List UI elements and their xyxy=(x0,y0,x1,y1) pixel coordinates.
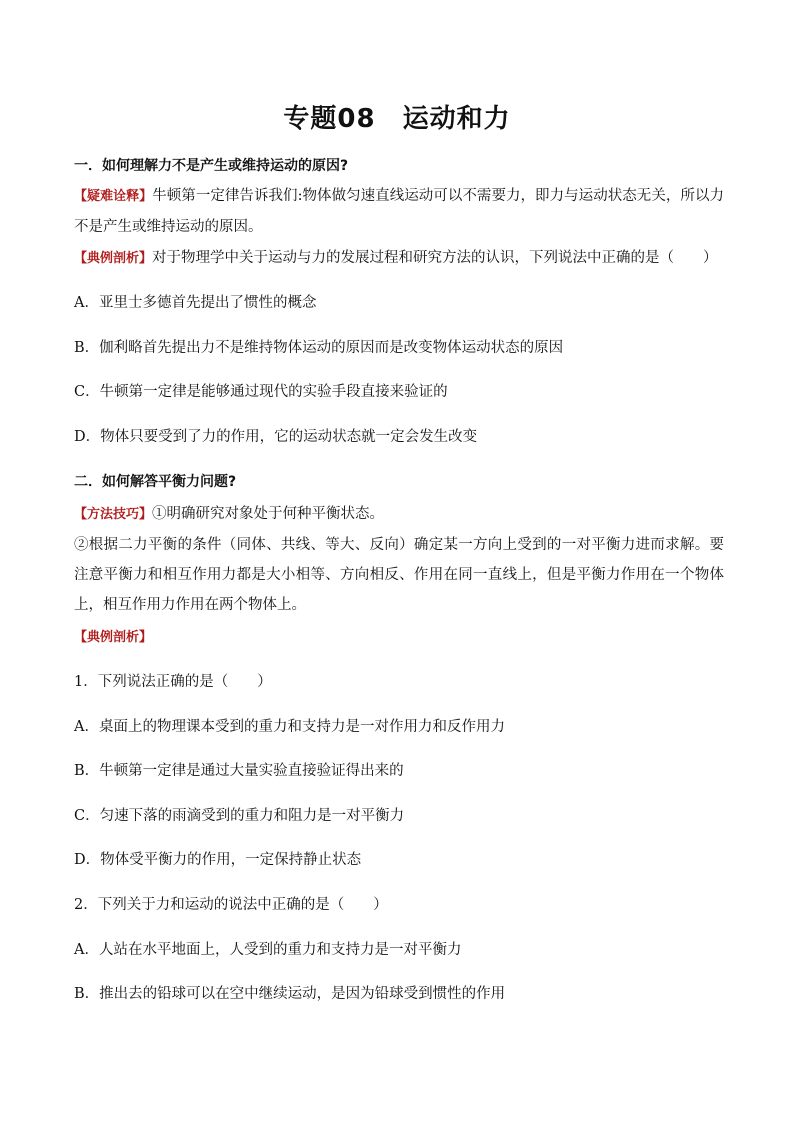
section1-option-c: C．牛顿第一定律是能够通过现代的实验手段直接来验证的 xyxy=(74,384,448,400)
question-1-option-b: B．牛顿第一定律是通过大量实验直接验证得出来的 xyxy=(74,763,404,779)
section1-option-d: D．物体只要受到了力的作用，它的运动状态就一定会发生改变 xyxy=(74,429,478,445)
section1-explain-paragraph xyxy=(74,181,724,242)
explain-text: 牛顿第一定律告诉我们:物体做匀速直线运动可以不需要力，即力与运动状态无关，所以力不是产生或维持运动的原因。 xyxy=(74,188,724,235)
section2-heading: 二．如何解答平衡力问题? xyxy=(74,474,237,490)
explain-tag: 【疑难诠释】 xyxy=(74,189,153,204)
section2-method-paragraph: ②根据二力平衡的条件（同体、共线、等大、反向）确定某一方向上受到的一对平衡力进而求解。要注意平衡力和相互作用力都是大小相等、方向相反、作用在同一直线上，但是平衡力作用在一个物体上，相互作用力作用在两个物体上。 xyxy=(74,537,724,613)
section2-example-tag-line xyxy=(74,627,724,648)
example-tag-2: 【典例剖析】 xyxy=(74,630,153,645)
question-1-option-a: A．桌面上的物理课本受到的重力和支持力是一对作用力和反作用力 xyxy=(74,719,505,735)
page-title: 专题08 运动和力 xyxy=(283,104,511,134)
section1-option-a: A．亚里士多德首先提出了惯性的概念 xyxy=(74,295,317,311)
question-2-option-a: A．人站在水平地面上，人受到的重力和支持力是一对平衡力 xyxy=(74,942,462,958)
question-2: 2．下列关于力和运动的说法中正确的是（ ） xyxy=(74,897,388,913)
question-1-option-d: D．物体受平衡力的作用，一定保持静止状态 xyxy=(74,852,362,868)
question-1-option-c: C．匀速下落的雨滴受到的重力和阻力是一对平衡力 xyxy=(74,808,405,824)
section2-method-line1 xyxy=(74,504,724,525)
method-tag: 【方法技巧】 xyxy=(74,507,153,522)
section1-heading: 一．如何理解力不是产生或维持运动的原因? xyxy=(74,158,349,174)
example-tag: 【典例剖析】 xyxy=(74,251,153,266)
section1-example-question xyxy=(74,248,724,269)
question-2-option-b: B．推出去的铅球可以在空中继续运动，是因为铅球受到惯性的作用 xyxy=(74,986,506,1002)
example-question-text: 对于物理学中关于运动与力的发展过程和研究方法的认识，下列说法中正确的是（ ） xyxy=(152,250,718,266)
question-1: 1．下列说法正确的是（ ） xyxy=(74,674,272,690)
method-text1: ①明确研究对象处于何种平衡状态。 xyxy=(152,506,385,522)
section1-option-b: B．伽利略首先提出力不是维持物体运动的原因而是改变物体运动状态的原因 xyxy=(74,340,564,356)
